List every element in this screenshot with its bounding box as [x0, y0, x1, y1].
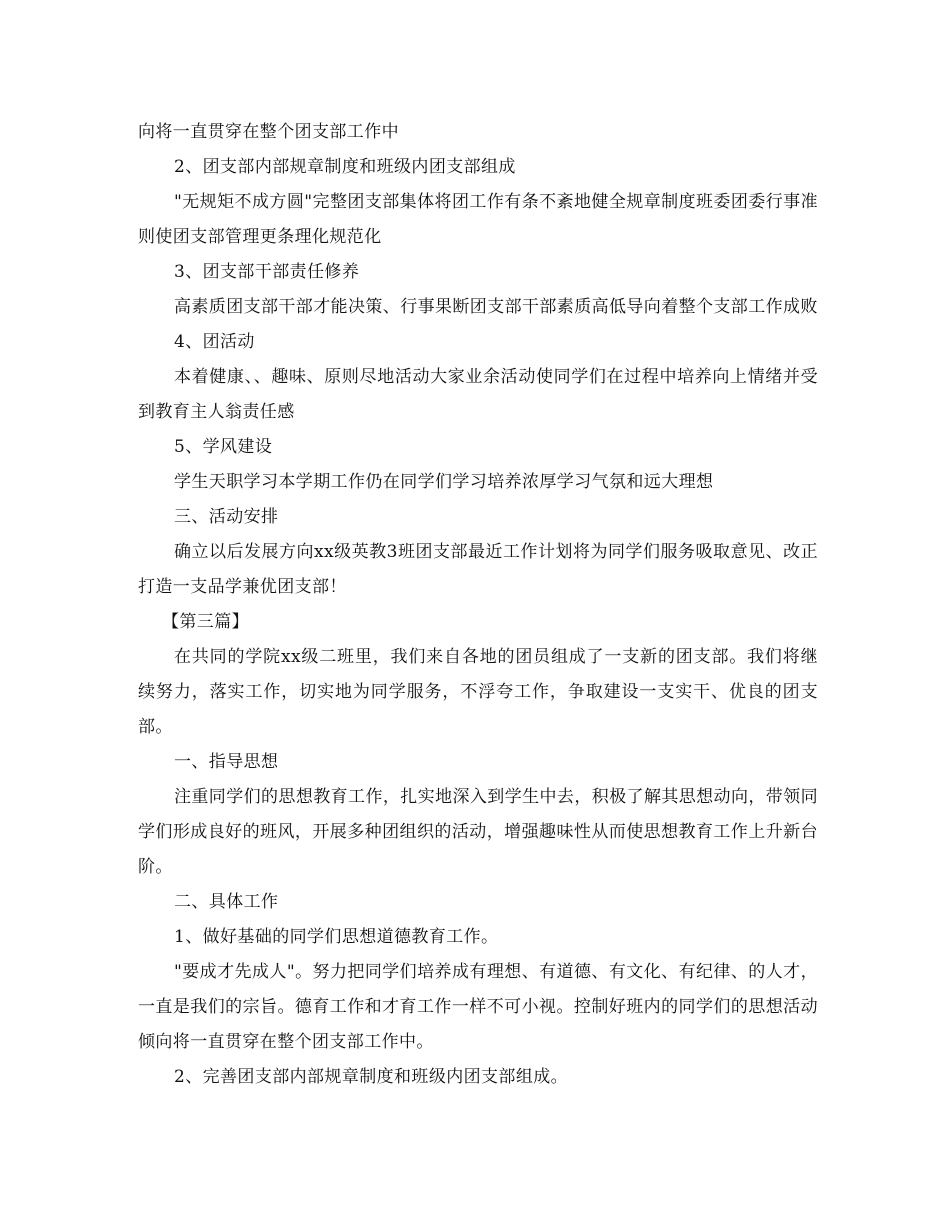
paragraph-4: 3、团支部干部责任修养	[174, 262, 360, 282]
paragraph-13: 在共同的学院xx级二班里，我们来自各地的团员组成了一支新的团支部。我们将继续努力，落实工作，切实地为同学服务，不浮夸工作，争取建设一支实干、优良的团支部。	[138, 647, 818, 737]
paragraph-1: 向将一直贯穿在整个团支部工作中	[138, 122, 399, 142]
paragraph-2: 2、团支部内部规章制度和班级内团支部组成	[174, 157, 516, 177]
paragraph-5: 高素质团支部干部才能决策、行事果断团支部干部素质高低导向着整个支部工作成败	[174, 297, 818, 317]
paragraph-17: 1、做好基础的同学们思想道德教育工作。	[174, 927, 499, 947]
paragraph-8: 5、学风建设	[174, 437, 273, 457]
paragraph-16: 二、具体工作	[174, 892, 279, 912]
paragraph-18: "要成才先成人"。努力把同学们培养成有理想、有道德、有文化、有纪律、的人才，一直是我们的宗旨。德育工作和才育工作一样不可小视。控制好班内的同学们的思想活动倾向将一直贯穿在整个团支部工作中。	[138, 962, 818, 1052]
paragraph-15: 注重同学们的思想教育工作，扎实地深入到学生中去，积极了解其思想动向，带领同学们形成良好的班风，开展多种团组织的活动，增强趣味性从而使思想教育工作上升新台阶。	[138, 787, 818, 877]
paragraph-14: 一、指导思想	[174, 752, 279, 772]
paragraph-11: 确立以后发展方向xx级英教3班团支部最近工作计划将为同学们服务吸取意见、改正打造一支品学兼优团支部！	[138, 542, 818, 597]
section-heading: 【第三篇】	[162, 612, 249, 632]
paragraph-10: 三、活动安排	[174, 507, 279, 527]
paragraph-19: 2、完善团支部内部规章制度和班级内团支部组成。	[174, 1067, 569, 1087]
paragraph-7: 本着健康、、趣味、原则尽地活动大家业余活动使同学们在过程中培养向上情绪并受到教育主人翁责任感	[138, 367, 818, 422]
paragraph-9: 学生天职学习本学期工作仍在同学们学习培养浓厚学习气氛和远大理想	[174, 472, 714, 492]
paragraph-3: "无规矩不成方圆"完整团支部集体将团工作有条不紊地健全规章制度班委团委行事准则使团支部管理更条理化规范化	[138, 192, 818, 247]
paragraph-6: 4、团活动	[174, 332, 255, 352]
